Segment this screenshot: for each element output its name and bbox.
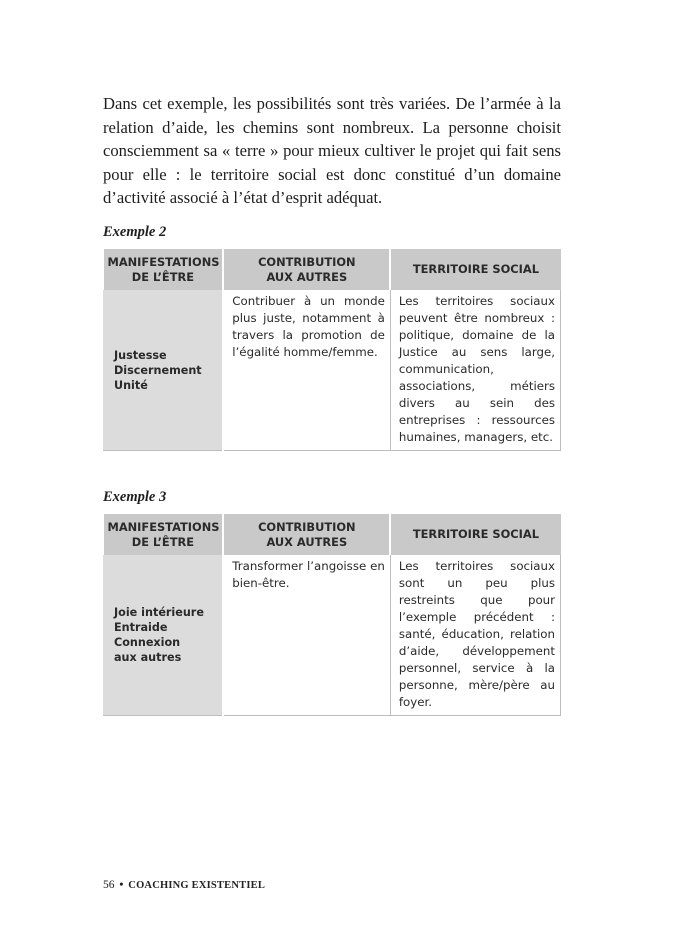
table-row (104, 555, 561, 716)
table-row (104, 290, 561, 451)
header-manifestations: MANIFESTATIONS DE L’ÊTRE (104, 514, 224, 555)
manifestation-item: aux autres (114, 651, 182, 664)
header-territoire: TERRITOIRE SOCIAL (390, 514, 560, 555)
table-header-row (104, 514, 561, 555)
manifestation-item: Unité (114, 378, 148, 392)
header-territoire: TERRITOIRE SOCIAL (390, 249, 560, 290)
example-3-table (103, 514, 561, 716)
example-2-table (103, 249, 561, 451)
footer-separator: • (119, 879, 124, 891)
example-2-title: Exemple 2 (103, 224, 167, 240)
table-header-row (104, 249, 561, 290)
header-contribution: CONTRIBUTION AUX AUTRES (223, 249, 390, 290)
intro-paragraph: Dans cet exemple, les possibilités sont très variées. De l’armée à la relation d’aide, les chemins sont nombreux. La personne choisit consciemment sa « terre » pour mieux cultiver le projet qui fait sens pour elle : le territoire social est donc constitué d’un domaine d’activité associé à l’état d’esprit adéquat. (103, 94, 561, 207)
page-number: 56 (103, 879, 115, 891)
manifestation-item: Discernement (114, 363, 202, 377)
header-manifestations: MANIFESTATIONS DE L’ÊTRE (104, 249, 224, 290)
manifestations-cell (104, 555, 224, 716)
header-contribution: CONTRIBUTION AUX AUTRES (223, 514, 390, 555)
manifestation-item: Joie intérieure (114, 606, 204, 619)
territoire-cell: Les territoires sociaux sont un peu plus restreints que pour l’exemple précédent : santé, éducation, relation d’aide, développement personnel, service à la personne, mère/père au foyer. (390, 555, 560, 716)
example-3-title: Exemple 3 (103, 489, 167, 505)
contribution-cell: Transformer l’angoisse en bien-être. (223, 555, 390, 716)
manifestation-item: Justesse (114, 348, 167, 362)
page-footer (103, 879, 265, 891)
manifestation-item: Connexion (114, 636, 181, 649)
manifestation-item: Entraide (114, 621, 168, 634)
territoire-cell: Les territoires sociaux peuvent être nombreux : politique, domaine de la Justice au sens large, communication, associations, métiers divers au sein des entreprises : ressources humaines, managers, etc. (390, 290, 560, 451)
manifestations-cell (104, 290, 224, 451)
running-title: COACHING EXISTENTIEL (128, 880, 266, 891)
contribution-cell: Contribuer à un monde plus juste, notamment à travers la promotion de l’égalité homme/femme. (223, 290, 390, 451)
